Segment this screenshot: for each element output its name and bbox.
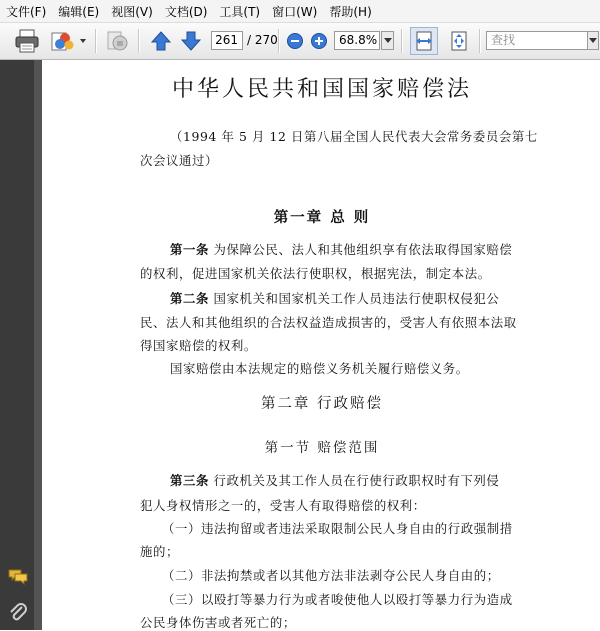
menu-view[interactable]: 视图(V) bbox=[111, 4, 153, 19]
menu-help[interactable]: 帮助(H) bbox=[329, 4, 372, 19]
menu-bar bbox=[0, 0, 600, 23]
zoom-level-input[interactable]: 68.8% bbox=[334, 31, 380, 50]
article-line bbox=[170, 240, 512, 258]
next-page-icon bbox=[180, 30, 202, 52]
navigation-pane bbox=[0, 60, 34, 630]
fit-width-icon bbox=[413, 30, 435, 52]
zoom-dropdown[interactable] bbox=[381, 31, 394, 50]
list-item: （一）违法拘留或者违法采取限制公民人身自由的行政强制措 bbox=[162, 521, 513, 536]
document-title: 中华人民共和国国家赔偿法 bbox=[171, 77, 472, 102]
next-page-button[interactable] bbox=[178, 27, 204, 55]
preamble-line: 次会议通过） bbox=[140, 153, 218, 168]
article-label: 第一条 bbox=[170, 242, 209, 257]
search-dropdown[interactable] bbox=[587, 31, 599, 50]
toolbar-separator bbox=[95, 29, 97, 53]
toolbar-separator bbox=[479, 29, 481, 53]
secure-button[interactable] bbox=[102, 27, 132, 55]
menu-tools[interactable]: 工具(T) bbox=[219, 4, 261, 19]
chapter-heading: 第一章 总 则 bbox=[273, 209, 371, 226]
toolbar-separator bbox=[138, 29, 140, 53]
previous-page-icon bbox=[150, 30, 172, 52]
menu-document[interactable]: 文档(D) bbox=[164, 4, 208, 19]
article-text: 为保障公民、法人和其他组织享有依法取得国家赔偿 bbox=[208, 242, 513, 257]
collaborate-button[interactable] bbox=[48, 27, 88, 55]
article-line: 民、法人和其他组织的合法权益造成损害的，受害人有依照本法取 bbox=[140, 315, 517, 330]
list-item: 施的； bbox=[140, 544, 179, 559]
toolbar-separator bbox=[278, 29, 280, 53]
comments-button[interactable] bbox=[8, 568, 28, 589]
article-line: 犯人身权情形之一的，受害人有取得赔偿的权利： bbox=[140, 498, 426, 513]
article-text: 国家机关和国家机关工作人员违法行使职权侵犯公 bbox=[208, 291, 500, 306]
article-line: 的权利，促进国家机关依法行使职权，根据宪法，制定本法。 bbox=[140, 266, 491, 281]
navigation-pane-splitter[interactable] bbox=[34, 60, 42, 630]
zoom-out-icon bbox=[286, 32, 304, 50]
fit-page-icon bbox=[448, 30, 470, 52]
article-label: 第二条 bbox=[170, 291, 209, 306]
previous-page-button[interactable] bbox=[148, 27, 174, 55]
section-heading: 第一节 赔偿范围 bbox=[264, 440, 380, 456]
fit-width-button[interactable] bbox=[410, 27, 438, 55]
toolbar bbox=[0, 23, 600, 60]
list-item: （三）以殴打等暴力行为或者唆使他人以殴打等暴力行为造成 bbox=[162, 592, 513, 607]
search-input[interactable]: 查找 bbox=[486, 31, 588, 50]
article-line bbox=[170, 289, 499, 307]
zoom-in-icon bbox=[310, 32, 328, 50]
secure-icon bbox=[104, 29, 130, 53]
chevron-down-icon bbox=[589, 38, 597, 43]
menu-file[interactable]: 文件(F) bbox=[6, 4, 47, 19]
menu-edit[interactable]: 编辑(E) bbox=[58, 4, 100, 19]
list-item: （二）非法拘禁或者以其他方法非法剥夺公民人身自由的； bbox=[162, 568, 500, 583]
document-page bbox=[44, 60, 600, 630]
article-line: 国家赔偿由本法规定的赔偿义务机关履行赔偿义务。 bbox=[170, 361, 469, 376]
print-icon bbox=[14, 29, 40, 53]
page-total: / 270 bbox=[247, 33, 278, 47]
chevron-down-icon bbox=[384, 38, 392, 43]
comments-icon bbox=[8, 568, 28, 586]
article-label: 第三条 bbox=[170, 473, 209, 488]
collaborate-icon bbox=[49, 29, 87, 53]
menu-window[interactable]: 窗口(W) bbox=[272, 4, 318, 19]
article-line: 得国家赔偿的权利。 bbox=[140, 338, 257, 353]
page-number-input[interactable]: 261 bbox=[211, 31, 243, 50]
article-line bbox=[170, 471, 499, 489]
toolbar-separator bbox=[401, 29, 403, 53]
zoom-out-button[interactable] bbox=[284, 27, 306, 55]
attachments-button[interactable] bbox=[8, 602, 28, 627]
fit-page-button[interactable] bbox=[446, 27, 472, 55]
attachment-icon bbox=[8, 602, 28, 624]
list-item: 公民身体伤害或者死亡的； bbox=[140, 615, 296, 630]
print-button[interactable] bbox=[12, 27, 42, 55]
article-text: 行政机关及其工作人员在行使行政职权时有下列侵 bbox=[208, 473, 500, 488]
chapter-heading: 第二章 行政赔偿 bbox=[260, 396, 384, 412]
preamble-line: （1994 年 5 月 12 日第八届全国人民代表大会常务委员会第七 bbox=[170, 129, 538, 144]
zoom-in-button[interactable] bbox=[308, 27, 330, 55]
